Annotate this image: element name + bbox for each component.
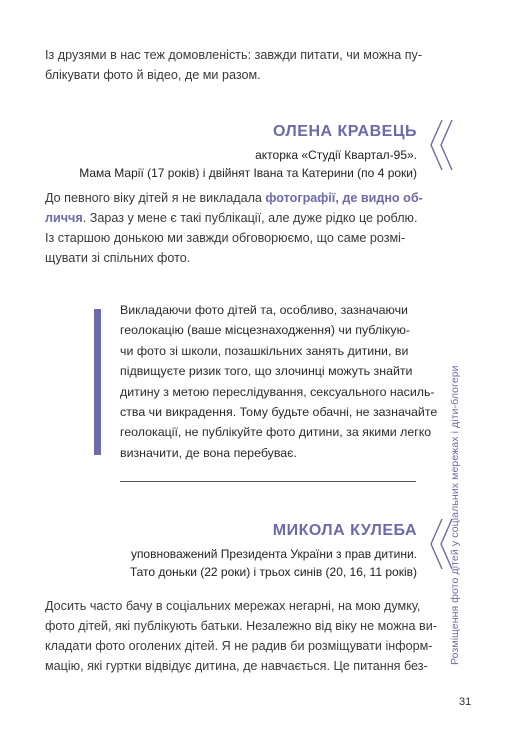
quote-accent-bar <box>94 309 101 455</box>
intro-paragraph <box>45 45 423 85</box>
quote-line-7: геолокації, не публікуйте фото дитини, за якими легко <box>120 425 432 440</box>
intro-line-2: блікувати фото й відео, де ми разом. <box>45 68 261 82</box>
speaker2-paragraph-line-1: Досить часто бачу в соціальних мережах негарні, на мою думку, <box>45 599 421 613</box>
quote-line-8: визначити, де вона перебуває. <box>120 445 297 460</box>
speaker2-paragraph-line-4: мацію, які гуртки відвідує дитина, де навчається. Це питання без- <box>45 659 428 673</box>
speaker1-paragraph-line-2 <box>45 208 417 228</box>
line1-pre-text: До певного віку дітей я не викладала <box>45 191 266 205</box>
quote-line-3: чи фото зі школи, позашкільних занять дитини, ви <box>120 343 409 358</box>
speaker2-role-line1: уповноважений Президента України з прав дитини. <box>130 547 417 561</box>
speaker1-role-line2: Мама Марії (17 років) і двійнят Івана та Катерини (по 4 роки) <box>79 166 417 180</box>
quote-line-2: геолокацію (ваше місцезнаходження) чи публікую- <box>120 323 410 338</box>
line2-post-text: . Зараз у мене є такі публікації, але дуже рідко це роблю. <box>82 211 418 225</box>
highlight-face-text: личчя <box>45 211 83 225</box>
intro-line-1: Із друзями в нас теж домовленість: завжди питати, чи можна пу- <box>45 48 423 62</box>
quote-line-5: дитину з метою переслідування, сексуального насиль- <box>120 384 435 399</box>
speaker1-paragraph <box>45 188 423 268</box>
quote-line-4: підвищуєте ризик того, що злочинці можуть знайти <box>120 364 413 379</box>
highlight-photos-text: фотографії, де видно об- <box>265 191 423 205</box>
speaker2-paragraph-line-3: кладати фото оголених дітей. Я не радив би розміщувати інформ- <box>45 639 433 653</box>
speaker2-name: МИКОЛА КУЛЕБА <box>272 522 417 539</box>
speaker2-paragraph-line-2: фото дітей, які публікують батьки. Незалежно від віку не можна ви- <box>45 619 437 633</box>
speaker2-role-line2: Тато доньки (22 роки) і трьох синів (20, 16, 11 років) <box>129 565 417 579</box>
quote-line-1: Викладаючи фото дітей та, особливо, зазначаючи <box>120 303 408 317</box>
running-title: Розміщення фото дітей у соціальних мережах і діти-блогери <box>449 365 461 665</box>
speaker1-role-line1: акторка «Студії Квартал-95». <box>255 148 417 162</box>
speaker1-name: ОЛЕНА КРАВЕЦЬ <box>273 123 417 140</box>
speaker2-role <box>130 545 417 581</box>
speaker1-paragraph-line-3: Із старшою донькою ми завжди обговорюємо, що саме розмі- <box>45 231 406 245</box>
quote-line-6: ства чи викрадення. Тому будьте обачні, не зазначайте <box>120 405 438 420</box>
speaker1-paragraph-line-1 <box>45 188 423 208</box>
quote-text <box>120 300 438 463</box>
speaker1-role <box>79 146 417 182</box>
chevron-left-icon <box>428 118 454 172</box>
speaker1-paragraph-line-4: щувати зі спільних фото. <box>45 251 191 265</box>
speaker2-paragraph <box>45 596 437 676</box>
divider-line <box>120 481 416 482</box>
page-number: 31 <box>459 696 472 708</box>
